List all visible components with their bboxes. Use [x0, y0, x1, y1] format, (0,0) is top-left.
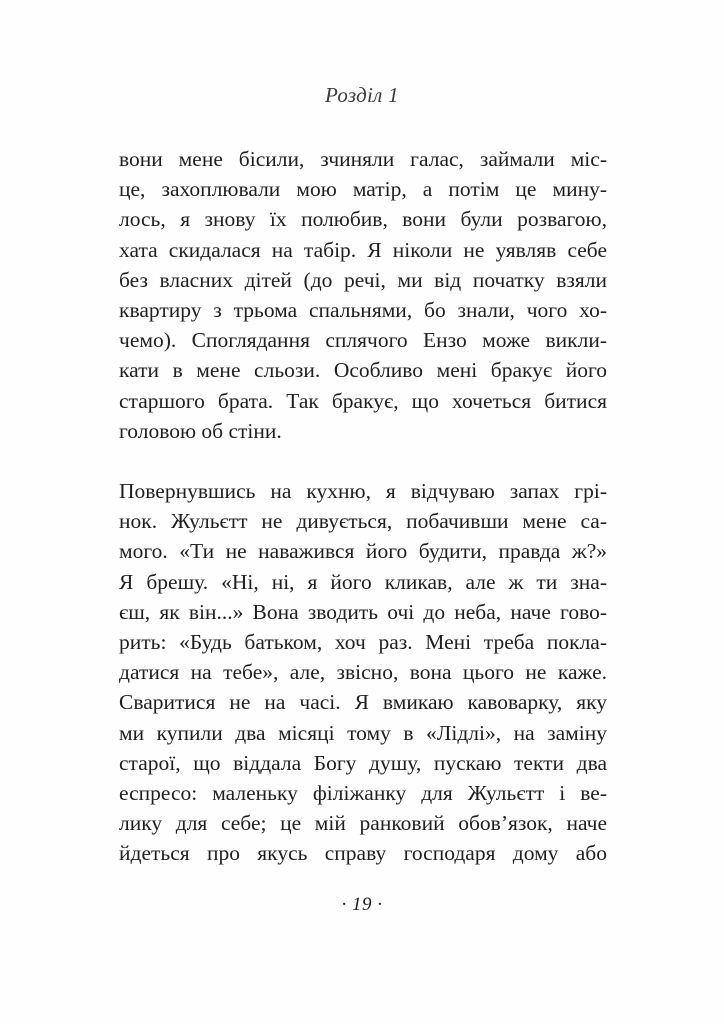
text-line: це, захоплювали мою матір, а потім це мину- [119, 177, 607, 202]
text-line: без власних дітей (до речі, ми від початку взяли [119, 267, 607, 292]
text-line: хата скидалася на табір. Я ніколи не уявляв себе [119, 237, 607, 262]
text-line: лику для себе; це мій ранковий обов’язок, наче [119, 811, 607, 836]
text-line: Я брешу. «Ні, ні, я його кликав, але ж ти зна- [119, 569, 607, 594]
text-line: старшого брата. Так бракує, що хочеться битися [119, 388, 607, 413]
paragraph-1 [119, 144, 607, 446]
chapter-heading: Розділ 1 [325, 83, 399, 107]
paragraph-2 [119, 476, 607, 868]
text-line: головою об стіни. [119, 418, 282, 443]
text-line: йдеться про якусь справу господаря дому або [119, 841, 607, 866]
text-line: еспресо: маленьку філіжанку для Жульєтт і ве- [119, 780, 607, 805]
text-line: мого. «Ти не наважився його будити, правда ж?» [119, 539, 607, 564]
text-line: датися на тебе», але, звісно, вона цього не каже. [119, 660, 607, 685]
text-line: вони мене бісили, зчиняли галас, займали міс- [119, 147, 607, 171]
text-line: ми купили два місяці тому в «Лідлі», на заміну [119, 720, 607, 745]
text-line: єш, як він...» Вона зводить очі до неба, наче гово- [119, 599, 607, 624]
text-line: чемо). Споглядання сплячого Ензо може викли- [119, 328, 607, 353]
text-line: квартиру з трьома спальнями, бо знали, чого хо- [119, 297, 607, 322]
text-line: рить: «Будь батьком, хоч раз. Мені треба покла- [119, 630, 607, 654]
text-line: лось, я знову їх полюбив, вони були розвагою, [119, 207, 607, 232]
text-line: Сваритися не на часі. Я вмикаю кавоварку, яку [119, 690, 607, 715]
text-line: кати в мене сльози. Особливо мені бракує його [119, 358, 607, 383]
text-line: Повернувшись на кухню, я відчуваю запах грі- [119, 479, 607, 504]
text-line: нок. Жульєтт не дивується, побачивши мене са- [119, 509, 607, 534]
text-line: старої, що віддала Богу душу, пускаю текти два [119, 750, 607, 775]
body-text [119, 144, 607, 869]
page-number: · 19 · [341, 894, 383, 915]
